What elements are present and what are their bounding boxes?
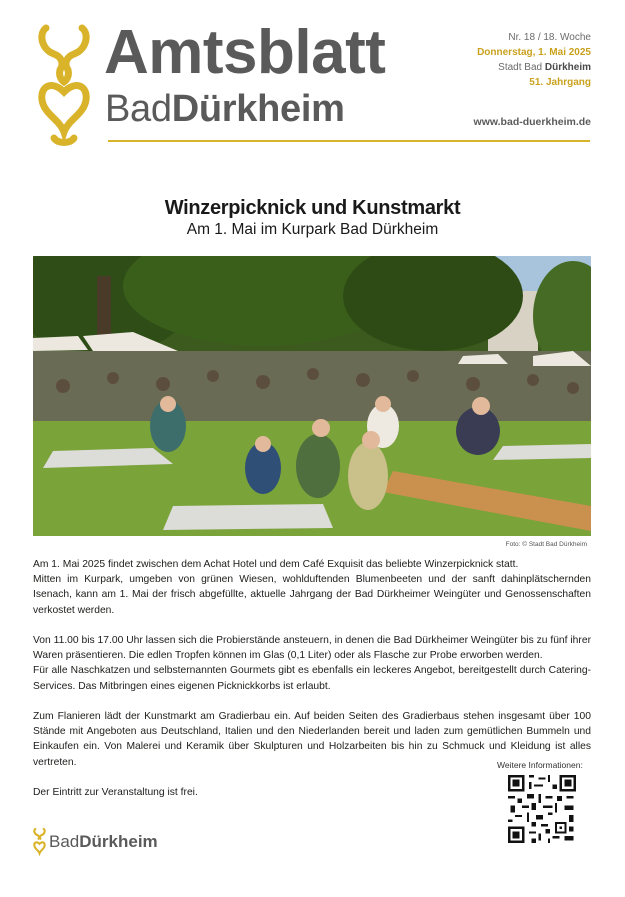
issue-info <box>477 30 591 90</box>
website-link[interactable]: www.bad-duerkheim.de <box>473 116 591 128</box>
header-divider <box>108 140 590 142</box>
masthead-title: Amtsblatt <box>104 18 386 87</box>
paragraph-3: Zum Flanieren lädt der Kunstmarkt am Gradierbau ein. Auf beiden Seiten des Gradierbaus stehen insgesamt über 100 Stände mit Angeboten aus Deutschland, Italien und den Niederlanden bereit und laden zum gemütlichen Bummeln und Einkaufen ein. Von Malerei und Keramik über Skulpturen und Holzarbeiten bis hin zu Schmuck und Kleidung ist alles vertreten. <box>33 711 591 768</box>
bad-duerkheim-logo-small-icon <box>33 827 46 857</box>
bad-duerkheim-logo-icon <box>36 20 92 148</box>
paragraph-2 <box>33 633 591 694</box>
photo-credit: Foto: © Stadt Bad Dürkheim <box>505 541 587 548</box>
paragraph-1-line-1: Am 1. Mai 2025 findet zwischen dem Achat Hotel und dem Café Exquisit das beliebte Winzerpicknick statt. <box>33 559 519 570</box>
qr-label: Weitere Informationen: <box>497 760 583 770</box>
issue-number: Nr. 18 / 18. Woche <box>508 32 591 43</box>
article-headline: Winzerpicknick und Kunstmarkt <box>164 197 461 219</box>
issue-city: Stadt Bad Dürkheim <box>498 62 591 73</box>
paragraph-2-line-1: Von 11.00 bis 17.00 Uhr lassen sich die Probierstände ansteuern, in denen die Bad Dürkheimer Weingüter bis zu fünf ihrer Waren präsentieren. Die edlen Tropfen können im Glas (0,1 Liter) oder als Flasche zur Probe erworben werden. <box>33 635 591 662</box>
issue-volume: 51. Jahrgang <box>529 77 591 88</box>
qr-code-icon[interactable] <box>508 775 576 843</box>
masthead-subtitle: BadDürkheim <box>105 88 345 130</box>
issue-date: Donnerstag, 1. Mai 2025 <box>477 47 591 58</box>
paragraph-4: Der Eintritt zur Veranstaltung ist frei. <box>33 787 198 798</box>
article-subheadline: Am 1. Mai im Kurpark Bad Dürkheim <box>186 221 439 238</box>
paragraph-1-line-2: Mitten im Kurpark, umgeben von grünen Wiesen, wohlduftenden Blumenbeeten und der sanft dahinplätschernden Isenach, kann am 1. Mai der frisch abgefüllte, aktuelle Jahrgang der Bad Dürkheimer Weingüter und Genossenschaften verkostet werden. <box>33 574 591 616</box>
article-photo <box>33 256 591 536</box>
paragraph-1 <box>33 557 591 618</box>
footer-logo-text: BadDürkheim <box>49 832 158 851</box>
paragraph-2-line-2: Für alle Naschkatzen und selbsternannten Gourmets gibt es ebenfalls ein leckeres Angebot, bereitgestellt durch Catering-Services. Das Mitbringen eines eigenen Picknickkorbs ist erlaubt. <box>33 665 591 692</box>
